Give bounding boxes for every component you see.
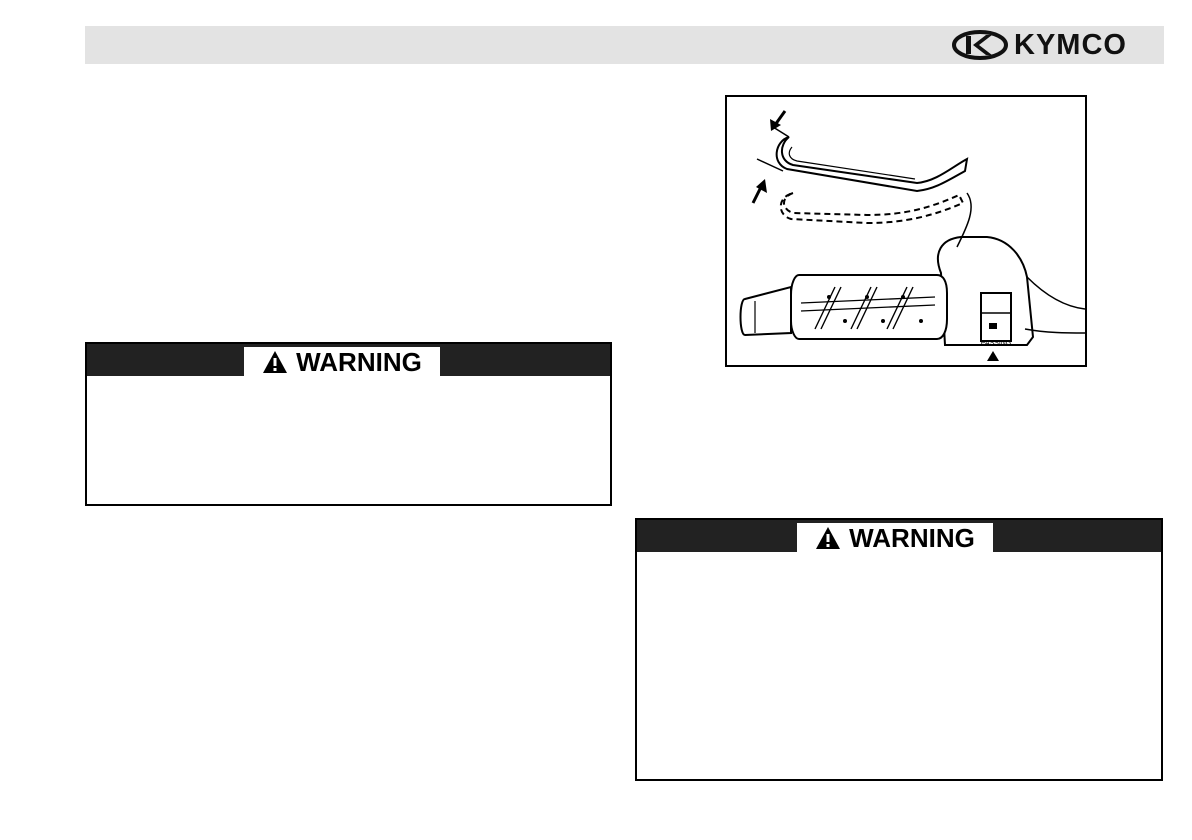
brake-lever-illustration xyxy=(727,97,1085,365)
brake-lever-figure xyxy=(725,95,1087,367)
warning-label: WARNING xyxy=(296,346,422,377)
kymco-logo xyxy=(952,30,1164,60)
warning-header xyxy=(87,344,610,376)
warning-box xyxy=(85,342,612,506)
kymco-emblem-icon xyxy=(952,30,1008,60)
header-bar xyxy=(85,26,1164,64)
warning-tag xyxy=(244,347,440,376)
warning-box xyxy=(635,518,1163,781)
warning-header xyxy=(637,520,1161,552)
warning-label: WARNING xyxy=(849,522,975,553)
warning-triangle-icon xyxy=(262,350,288,374)
brand-wordmark: KYMCO xyxy=(1014,29,1127,61)
warning-triangle-icon xyxy=(815,526,841,550)
warning-tag xyxy=(797,523,993,552)
switch-marking: PASSING xyxy=(980,340,1012,347)
